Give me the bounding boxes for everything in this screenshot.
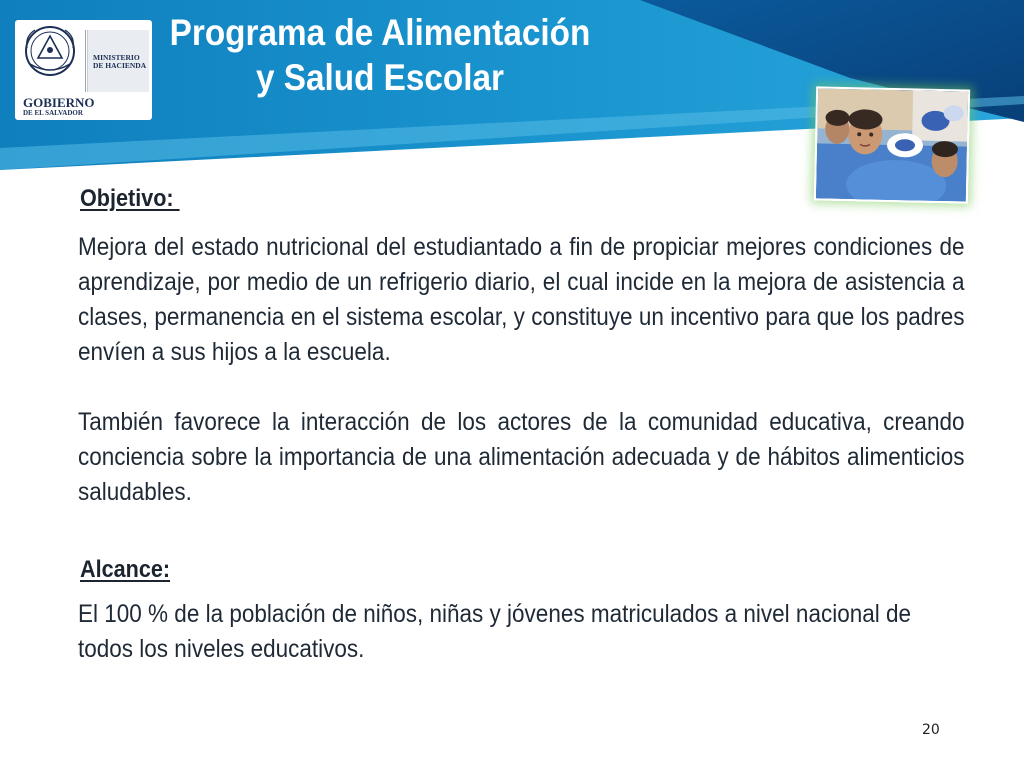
- coat-of-arms-icon: [21, 24, 79, 80]
- ministerio-label: [87, 30, 149, 92]
- objetivo-paragraph-1: Mejora del estado nutricional del estudiantado a fin de propiciar mejores condiciones de aprendizaje, por medio de un refrigerio diario, el cual incide en la mejora de asistencia a clases, permanencia en el sistema escolar, y constituye un incentivo para que los padres envíen a sus hijos a la escuela.: [78, 233, 965, 366]
- alcance-paragraph: El 100 % de la población de niños, niñas y jóvenes matriculados a nivel nacional de todos los niveles educativos.: [78, 600, 912, 663]
- schoolchildren-photo: [814, 86, 970, 203]
- ministerio-line-1: MINISTERIO: [93, 53, 140, 62]
- schoolchildren-image: [816, 88, 968, 201]
- slide-title: [155, 10, 605, 100]
- page-number: 20: [922, 722, 940, 738]
- objetivo-paragraph-2: También favorece la interacción de los actores de la comunidad educativa, creando conciencia sobre la importancia de una alimentación adecuada y de hábitos alimenticios saludables.: [78, 408, 965, 506]
- objetivo-heading: Objetivo:: [80, 185, 180, 212]
- gobierno-line-2: DE EL SALVADOR: [23, 109, 83, 117]
- slide-title-line-1: Programa de Alimentación: [169, 12, 591, 53]
- government-logo: [15, 20, 152, 120]
- gobierno-line-1: GOBIERNO: [23, 95, 95, 110]
- logo-divider: [85, 30, 86, 92]
- ministerio-line-2: DE HACIENDA: [93, 61, 147, 70]
- gobierno-label: [23, 96, 95, 117]
- slide-title-line-2: y Salud Escolar: [255, 57, 505, 98]
- alcance-heading: Alcance:: [80, 556, 171, 583]
